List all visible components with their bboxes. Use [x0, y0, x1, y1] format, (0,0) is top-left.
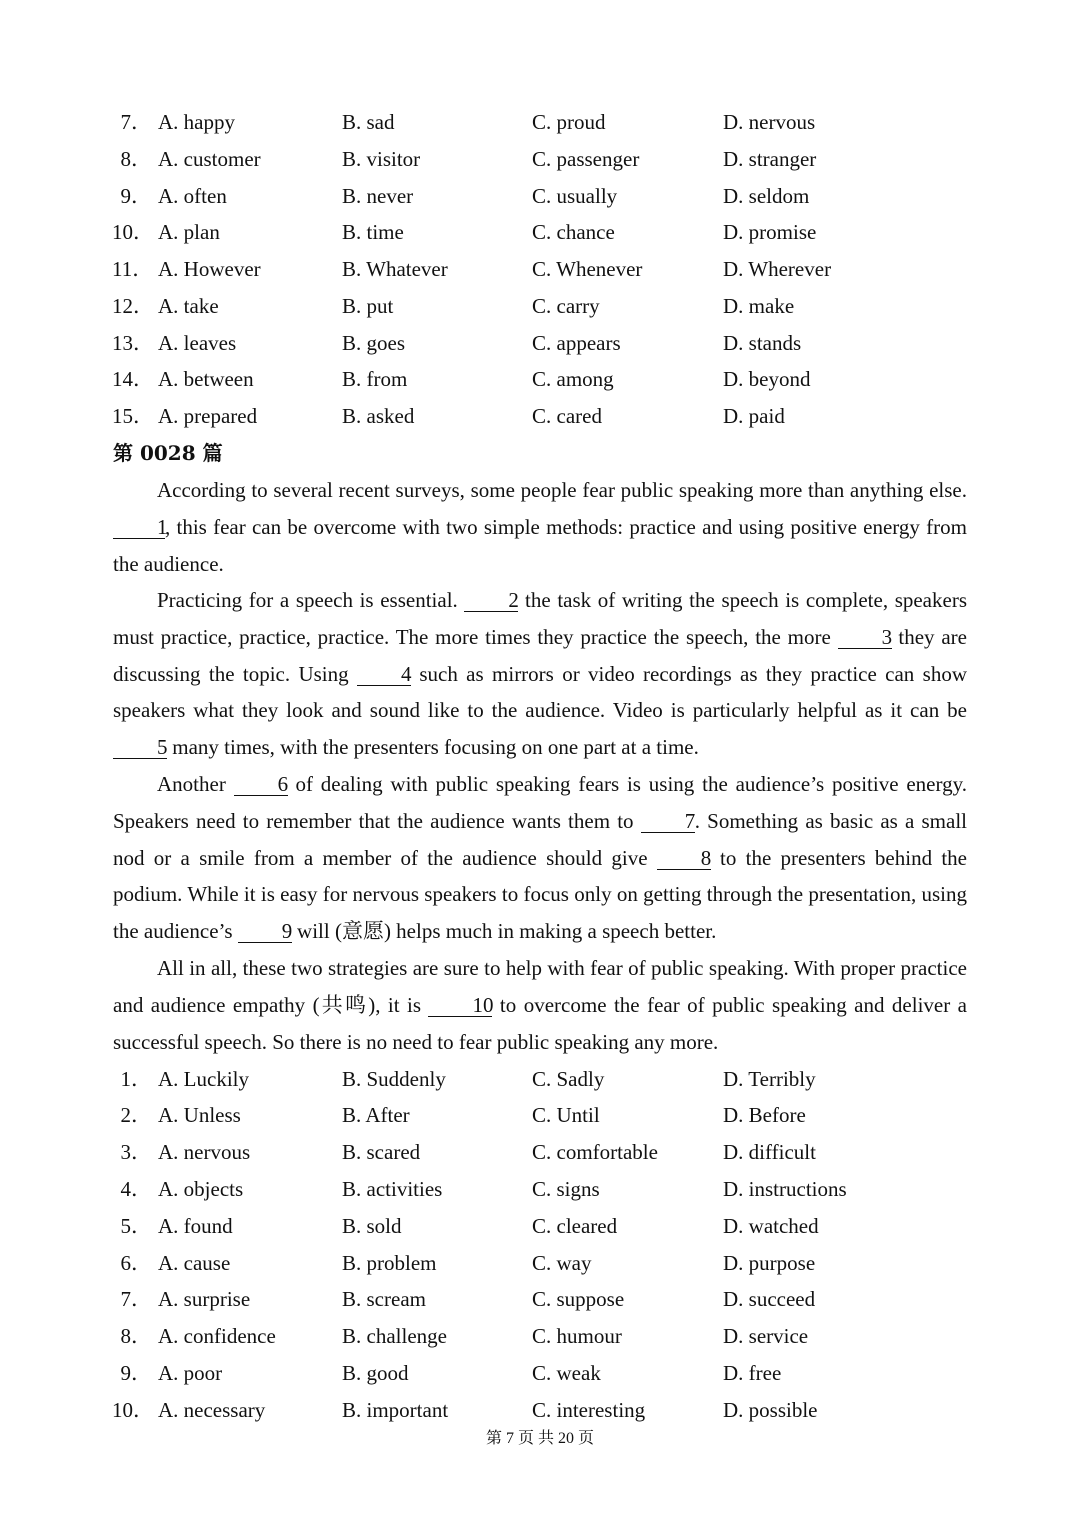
option-row	[0, 107, 1080, 137]
option-d: D. difficult	[723, 1140, 816, 1164]
option-c: C. cared	[532, 404, 602, 428]
question-number: 8．	[120, 147, 152, 171]
option-d: D. Terribly	[723, 1067, 816, 1091]
option-b: B. challenge	[342, 1324, 447, 1348]
option-c: C. among	[532, 367, 614, 391]
option-c: C. humour	[532, 1324, 622, 1348]
option-a: A. cause	[158, 1251, 231, 1275]
blank-7: 7	[641, 810, 695, 833]
question-number: 9．	[120, 184, 152, 208]
paragraph-text: will (意愿) helps much in making a speech better.	[291, 919, 717, 944]
option-row	[0, 401, 1080, 431]
option-a: A. prepared	[158, 404, 258, 428]
question-number: 9．	[120, 1361, 152, 1385]
option-d: D. Before	[723, 1103, 806, 1127]
option-b: B. from	[342, 367, 408, 391]
option-d: D. possible	[723, 1398, 818, 1422]
question-number: 11．	[112, 257, 154, 281]
option-a: A. nervous	[158, 1140, 251, 1164]
option-b: B. put	[342, 294, 394, 318]
option-d: D. free	[723, 1361, 782, 1385]
option-b: B. scared	[342, 1140, 421, 1164]
option-a: A. often	[158, 184, 227, 208]
option-b: B. time	[342, 220, 404, 244]
option-a: A. happy	[158, 110, 235, 134]
option-a: A. between	[158, 367, 254, 391]
question-number: 6．	[120, 1251, 152, 1275]
passage-paragraph-1	[113, 472, 967, 582]
question-number: 2．	[120, 1103, 152, 1127]
option-b: B. sold	[342, 1214, 402, 1238]
option-c: C. carry	[532, 294, 600, 318]
question-number: 14．	[112, 367, 154, 391]
option-b: B. After	[342, 1103, 410, 1127]
option-row	[0, 1137, 1080, 1167]
question-number: 1．	[120, 1067, 152, 1091]
option-row	[0, 1321, 1080, 1351]
option-d: D. purpose	[723, 1251, 816, 1275]
option-c: C. comfortable	[532, 1140, 658, 1164]
passage-paragraph-2	[113, 582, 967, 766]
option-a: A. customer	[158, 147, 261, 171]
paragraph-text: many times, with the presenters focusing on one part at a time.	[167, 735, 699, 760]
blank-4: 4	[357, 663, 411, 686]
option-c: C. usually	[532, 184, 618, 208]
option-a: A. Unless	[158, 1103, 241, 1127]
option-d: D. beyond	[723, 367, 811, 391]
option-row	[0, 1395, 1080, 1425]
blank-2: 2	[464, 589, 518, 612]
question-number: 10．	[112, 1398, 154, 1422]
blank-5: 5	[113, 736, 167, 759]
passage-paragraph-3	[113, 766, 967, 950]
option-a: A. plan	[158, 220, 220, 244]
option-a: A. necessary	[158, 1398, 266, 1422]
option-c: C. Sadly	[532, 1067, 605, 1091]
question-number: 8．	[120, 1324, 152, 1348]
paragraph-text: All in all, these two strategies are sure to help with fear of public speaking. With proper practice and audience empathy (共鸣), it is	[113, 956, 967, 1017]
paragraph-text: to the presenters behind the podium. While it is easy for nervous speakers to focus only on getting through the presentation, using the audience’s	[113, 845, 967, 944]
option-d: D. promise	[723, 220, 817, 244]
option-a: A. leaves	[158, 331, 237, 355]
question-number: 7．	[120, 110, 152, 134]
option-c: C. cleared	[532, 1214, 618, 1238]
option-b: B. asked	[342, 404, 415, 428]
option-row	[0, 181, 1080, 211]
paragraph-text: Another	[157, 772, 234, 796]
option-c: C. interesting	[532, 1398, 646, 1422]
page-footer: 第 7 页 共 20 页	[485, 1430, 594, 1447]
option-row	[0, 328, 1080, 358]
option-d: D. stands	[723, 331, 802, 355]
question-number: 15．	[112, 404, 154, 428]
option-c: C. Whenever	[532, 257, 643, 281]
question-number: 4．	[120, 1177, 152, 1201]
question-number: 7．	[120, 1287, 152, 1311]
blank-1: 1	[113, 516, 165, 539]
option-row	[0, 217, 1080, 247]
option-b: B. visitor	[342, 147, 421, 171]
option-d: D. service	[723, 1324, 809, 1348]
option-row	[0, 1100, 1080, 1130]
option-d: D. succeed	[723, 1287, 816, 1311]
question-number: 5．	[120, 1214, 152, 1238]
option-row	[0, 254, 1080, 284]
paragraph-text: Practicing for a speech is essential.	[157, 588, 465, 612]
paragraph-text: , this fear can be overcome with two simple methods: practice and using positive energy from the audience.	[113, 514, 967, 576]
blank-8: 8	[657, 847, 711, 870]
option-d: D. stranger	[723, 147, 817, 171]
option-d: D. seldom	[723, 184, 810, 208]
option-row	[0, 1358, 1080, 1388]
question-number: 3．	[120, 1140, 152, 1164]
option-a: A. take	[158, 294, 219, 318]
paragraph-text: to overcome the fear of public speaking and deliver a successful speech. So there is no need to fear public speaking any more.	[113, 992, 967, 1054]
option-d: D. instructions	[723, 1177, 847, 1201]
option-row	[0, 364, 1080, 394]
option-row	[0, 1248, 1080, 1278]
blank-10: 10	[428, 994, 492, 1017]
option-row	[0, 144, 1080, 174]
option-row	[0, 1064, 1080, 1094]
option-b: B. good	[342, 1361, 409, 1385]
option-a: A. surprise	[158, 1287, 251, 1311]
question-number: 10．	[112, 220, 154, 244]
option-a: A. Luckily	[158, 1067, 249, 1091]
option-row	[0, 1211, 1080, 1241]
option-c: C. appears	[532, 331, 621, 355]
paragraph-text: such as mirrors or video recordings as they practice can show speakers what they look and sound like to the audience. Video is particularly helpful as it can be	[113, 661, 967, 723]
option-a: A. confidence	[158, 1324, 276, 1348]
option-b: B. never	[342, 184, 414, 208]
option-c: C. way	[532, 1251, 592, 1275]
option-b: B. scream	[342, 1287, 426, 1311]
paragraph-text: . Something as basic as a small nod or a smile from a member of the audience should give	[113, 808, 967, 870]
option-c: C. weak	[532, 1361, 601, 1385]
paragraph-text: of dealing with public speaking fears is using the audience’s positive energy. Speakers need to remember that the audience wants them to	[113, 772, 967, 833]
option-b: B. sad	[342, 110, 395, 134]
option-c: C. proud	[532, 110, 606, 134]
option-c: C. signs	[532, 1177, 600, 1201]
option-b: B. Whatever	[342, 257, 448, 281]
paragraph-text: they are discussing the topic. Using	[113, 624, 967, 686]
option-row	[0, 1174, 1080, 1204]
option-c: C. Until	[532, 1103, 600, 1127]
option-b: B. important	[342, 1398, 449, 1422]
paragraph-text: the task of writing the speech is complete, speakers must practice, practice, practice. The more times they practice the speech, the more	[113, 588, 967, 649]
question-number: 12．	[112, 294, 154, 318]
option-d: D. watched	[723, 1214, 819, 1238]
option-row	[0, 1284, 1080, 1314]
option-c: C. suppose	[532, 1287, 625, 1311]
question-number: 13．	[112, 331, 154, 355]
option-b: B. goes	[342, 331, 405, 355]
option-b: B. activities	[342, 1177, 443, 1201]
passage-title: 第 0028 篇	[113, 441, 223, 465]
option-c: C. passenger	[532, 147, 640, 171]
option-row	[0, 291, 1080, 321]
option-b: B. Suddenly	[342, 1067, 446, 1091]
option-a: A. objects	[158, 1177, 244, 1201]
option-c: C. chance	[532, 220, 615, 244]
option-d: D. paid	[723, 404, 785, 428]
passage-paragraph-4	[113, 950, 967, 1060]
paragraph-text: According to several recent surveys, some people fear public speaking more than anything else.	[157, 478, 967, 502]
blank-3: 3	[838, 626, 892, 649]
blank-9: 9	[238, 920, 292, 943]
blank-6: 6	[234, 773, 288, 796]
option-a: A. poor	[158, 1361, 223, 1385]
option-a: A. However	[158, 257, 261, 281]
option-d: D. nervous	[723, 110, 816, 134]
option-d: D. make	[723, 294, 795, 318]
option-d: D. Wherever	[723, 257, 832, 281]
option-a: A. found	[158, 1214, 233, 1238]
option-b: B. problem	[342, 1251, 437, 1275]
